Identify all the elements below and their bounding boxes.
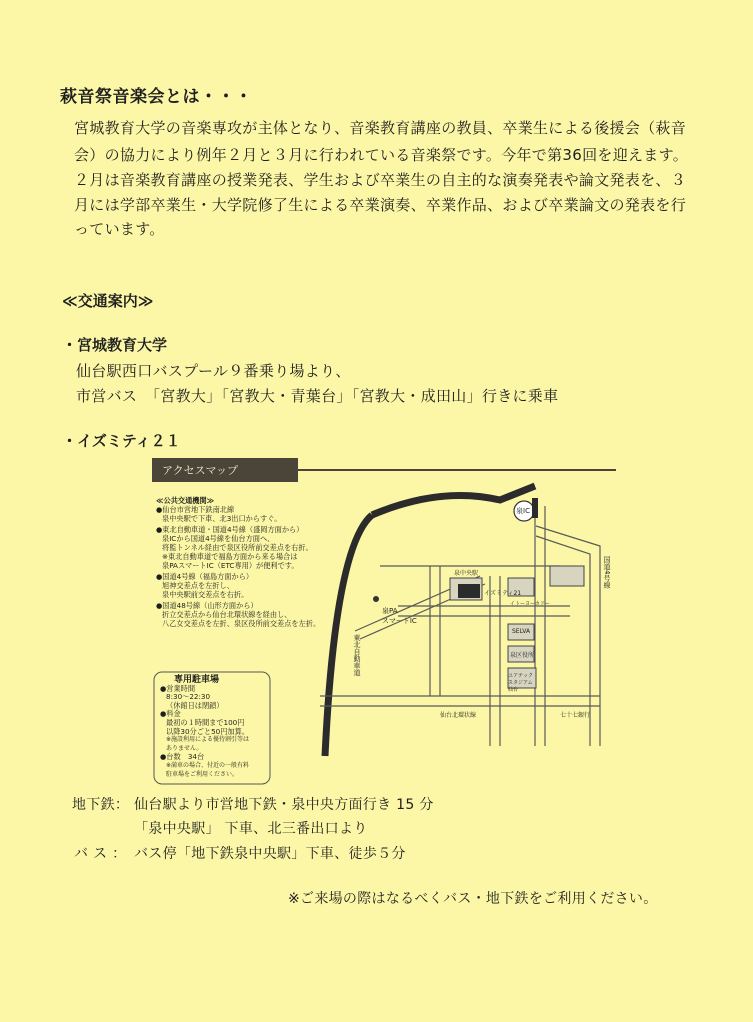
parking-item-6: 以降30分ごと50円加算。 (166, 726, 249, 736)
map-label-ward: 泉区役所 (510, 652, 535, 659)
pt-item-1: ●仙台市営地下鉄南北線 (156, 505, 235, 514)
parking-item-11: 駐車場をご利用ください。 (166, 770, 239, 778)
pt-item-13: 八乙女交差点を左折、泉区役所前交差点を左折。 (162, 619, 321, 628)
intro-line-3: ２月は音楽教育講座の授業発表、学生および卒業生の自主的な演奏発表や論文発表を、３ (74, 171, 687, 189)
map-label-station: 泉中央駅 (454, 570, 479, 577)
map-label-store: イトーヨーカドー (510, 601, 550, 607)
subway-line-2: 「泉中央駅」 下車、北三番出口より (134, 821, 368, 837)
map-label-bank: 七十七銀行 (560, 712, 591, 719)
access-map (140, 456, 620, 786)
intro-line-4: 月には学部卒業生・大学院修了生による卒業演奏、卒業作品、および卒業論文の発表を行 (74, 196, 687, 214)
map-label-highway: 東北自動車道 (353, 634, 361, 676)
map-label-smart-ic: スマートIC (382, 617, 417, 625)
parking-item-4: ●料金 (160, 709, 181, 719)
intro-line-2: 会）の協力により例年２月と３月に行われている音楽祭です。今年で第36回を迎えます。 (74, 146, 688, 164)
intro-line-5: っています。 (74, 220, 165, 238)
bus-label: バ ス ： (74, 846, 127, 862)
bus-line: バス停「地下鉄泉中央駅」下車、徒歩５分 (134, 846, 406, 862)
parking-heading: 専用駐車場 (174, 675, 220, 685)
map-label-route4: 国道4号線 (603, 556, 611, 589)
venue-izumity-name: ・イズミティ２１ (62, 432, 181, 450)
pt-item-6: ※東北自動車道で福島方面から来る場合は (162, 552, 298, 561)
map-header-label: アクセスマップ (162, 464, 239, 477)
intro-line-1: 宮城教育大学の音楽専攻が主体となり、音楽教育講座の教員、卒業生による後援会（萩音 (74, 119, 687, 137)
parking-item-7: ※施設利用による優待割引等は (166, 736, 250, 744)
parking-item-5: 最初の１時間まで100円 (166, 717, 245, 727)
pt-item-10: 泉中央駅前交差点を右折。 (162, 590, 249, 599)
parking-item-3: （休館日は閉鎖） (166, 700, 224, 710)
pt-item-9: 旭神交差点を左折し、 (162, 581, 234, 590)
parking-item-1: ●営業時間 (160, 683, 196, 693)
map-ic-tower (532, 498, 538, 518)
map-label-loop: 仙台北環状線 (440, 712, 477, 719)
pt-item-7: 泉PAスマートIC（ETC専用）が便利です。 (162, 561, 299, 570)
map-venue-block (458, 584, 480, 598)
highway-curve-lower (325, 515, 372, 756)
subway-label: 地下鉄： (72, 797, 130, 813)
pt-item-8: ●国道4号線（福島方面から） (156, 572, 254, 581)
pt-item-12: 折立交差点から仙台北環状線を経由し、 (162, 610, 292, 619)
venue-miyagi-line-1: 仙台駅西口バスプール９番乗り場より、 (76, 362, 351, 380)
map-label-selva: SELVA (512, 628, 531, 635)
map-label-venue: イズミティ21 (484, 590, 522, 597)
highway-curve (372, 486, 535, 515)
parking-item-10: ※満車の場合、付近の一般有料 (166, 761, 250, 769)
parking-panel (160, 676, 249, 779)
public-transport-heading: ≪公共交通機関≫ (156, 496, 215, 505)
venue-miyagi-name: ・宮城教育大学 (62, 336, 168, 354)
subway-line-1: 仙台駅より市営地下鉄・泉中央方面行き 15 分 (134, 797, 434, 813)
map-label-pa: 泉PA (382, 607, 398, 615)
footer-note: ※ご来場の際はなるべくバス・地下鉄をご利用ください。 (288, 891, 658, 907)
map-block-east (550, 566, 584, 586)
page-title: 萩音祭音楽会とは・・・ (60, 87, 253, 107)
public-transport-panel (156, 496, 320, 628)
pt-item-11: ●国道48号線（山形方面から） (156, 601, 258, 610)
venue-miyagi-line-2: 市営バス 「宮教大」「宮教大・青葉台」「宮教大・成田山」行きに乗車 (76, 387, 559, 405)
pt-item-2: 泉中央駅で下車、北3出口からすぐ。 (162, 514, 282, 523)
pt-item-5: 将監トンネル経由で泉区役所前交差点を右折。 (162, 543, 313, 552)
access-heading: ≪交通案内≫ (62, 292, 154, 310)
map-pa-dot (373, 596, 379, 602)
map-label-stadium: ユアテック スタジアム 仙台 (508, 673, 534, 693)
parking-item-2: 8:30～22:30 (166, 692, 211, 702)
pt-item-3: ●東北自動車道・国道4号線（盛岡方面から） (156, 525, 304, 534)
parking-item-9: ●台数 34台 (160, 752, 205, 762)
map-label-ic: 泉IC (516, 507, 530, 515)
pt-item-4: 泉ICから国道4号線を仙台方面へ、 (162, 534, 275, 543)
parking-item-8: ありません。 (166, 744, 203, 752)
